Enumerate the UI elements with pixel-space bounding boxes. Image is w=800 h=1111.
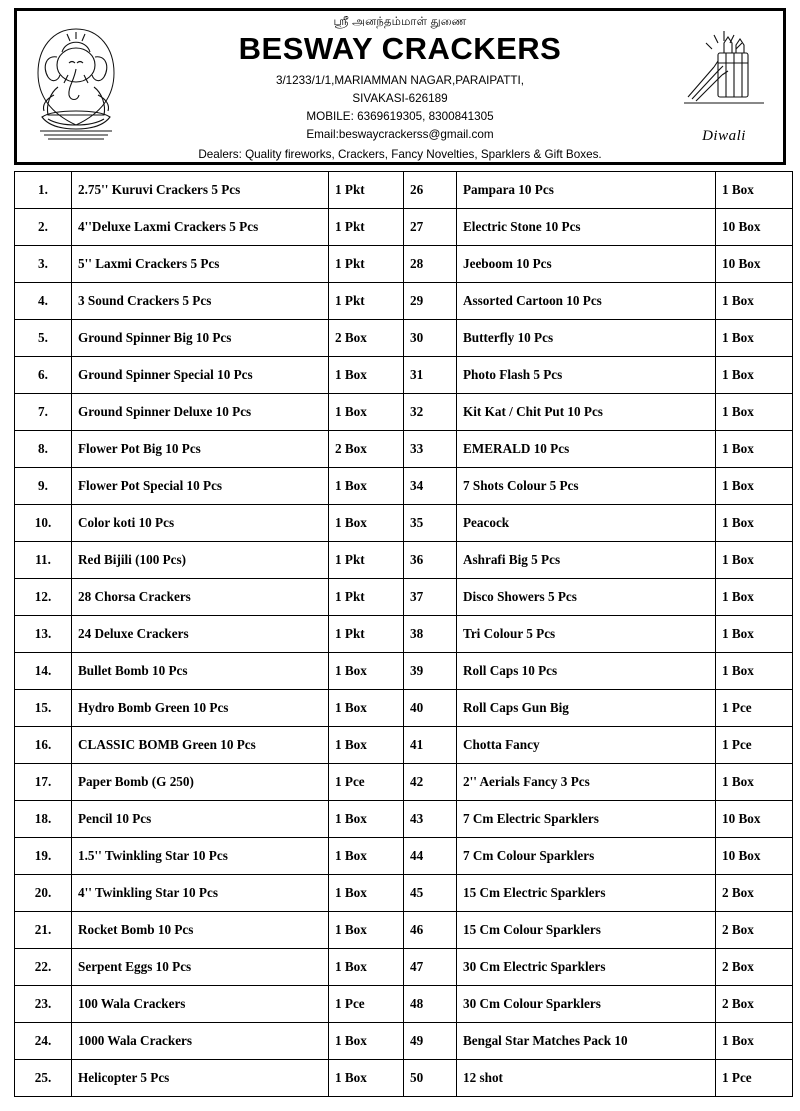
cell-serial-left: 14.: [15, 653, 72, 690]
email-line: Email:beswaycrackerss@gmail.com: [306, 128, 494, 142]
cell-item-left: Color koti 10 Pcs: [72, 505, 329, 542]
cell-qty-right: 1 Box: [716, 616, 793, 653]
cell-serial-left: 2.: [15, 209, 72, 246]
cell-item-right: Photo Flash 5 Pcs: [457, 357, 716, 394]
cell-item-left: 4'' Twinkling Star 10 Pcs: [72, 875, 329, 912]
table-row: [15, 986, 793, 1023]
cell-serial-left: 4.: [15, 283, 72, 320]
table-row: [15, 579, 793, 616]
cell-item-left: Flower Pot Special 10 Pcs: [72, 468, 329, 505]
table-row: [15, 1060, 793, 1097]
cell-item-left: 1000 Wala Crackers: [72, 1023, 329, 1060]
cell-serial-left: 16.: [15, 727, 72, 764]
cell-item-right: Peacock: [457, 505, 716, 542]
cell-item-right: Bengal Star Matches Pack 10: [457, 1023, 716, 1060]
dealers-line: Dealers: Quality fireworks, Crackers, Fancy Novelties, Sparklers & Gift Boxes.: [198, 147, 602, 161]
header-text-block: [131, 14, 669, 161]
cell-serial-left: 5.: [15, 320, 72, 357]
cell-qty-right: 10 Box: [716, 246, 793, 283]
cell-item-right: Ashrafi Big 5 Pcs: [457, 542, 716, 579]
cell-qty-left: 1 Box: [329, 838, 404, 875]
cell-serial-right: 45: [404, 875, 457, 912]
cell-item-right: Pampara 10 Pcs: [457, 172, 716, 209]
cell-item-right: 15 Cm Electric Sparklers: [457, 875, 716, 912]
cell-item-left: Helicopter 5 Pcs: [72, 1060, 329, 1097]
mobile-line: MOBILE: 6369619305, 8300841305: [306, 110, 494, 124]
table-row: [15, 1023, 793, 1060]
cell-qty-left: 1 Box: [329, 653, 404, 690]
cell-item-left: Ground Spinner Special 10 Pcs: [72, 357, 329, 394]
cell-qty-left: 1 Pkt: [329, 209, 404, 246]
table-row: [15, 653, 793, 690]
table-row: [15, 357, 793, 394]
cell-serial-left: 13.: [15, 616, 72, 653]
cell-item-right: 7 Shots Colour 5 Pcs: [457, 468, 716, 505]
cell-item-left: 5'' Laxmi Crackers 5 Pcs: [72, 246, 329, 283]
cell-qty-left: 1 Pkt: [329, 283, 404, 320]
diwali-crackers-logo-icon: [669, 14, 779, 157]
cell-qty-left: 1 Box: [329, 1060, 404, 1097]
cell-item-left: Flower Pot Big 10 Pcs: [72, 431, 329, 468]
cell-qty-right: 1 Box: [716, 505, 793, 542]
table-row: [15, 283, 793, 320]
cell-item-left: Paper Bomb (G 250): [72, 764, 329, 801]
cell-qty-right: 1 Box: [716, 579, 793, 616]
cell-item-left: Pencil 10 Pcs: [72, 801, 329, 838]
cell-item-left: 24 Deluxe Crackers: [72, 616, 329, 653]
cell-item-right: Electric Stone 10 Pcs: [457, 209, 716, 246]
table-row: [15, 727, 793, 764]
cell-item-left: Rocket Bomb 10 Pcs: [72, 912, 329, 949]
cell-qty-left: 1 Box: [329, 357, 404, 394]
table-row: [15, 838, 793, 875]
cell-qty-right: 1 Box: [716, 394, 793, 431]
cell-item-left: 100 Wala Crackers: [72, 986, 329, 1023]
cell-qty-right: 1 Box: [716, 320, 793, 357]
cell-qty-left: 1 Pkt: [329, 246, 404, 283]
letterhead-header: [14, 8, 786, 165]
cell-item-right: 12 shot: [457, 1060, 716, 1097]
cell-item-right: 7 Cm Colour Sparklers: [457, 838, 716, 875]
cell-qty-right: 1 Box: [716, 172, 793, 209]
cell-serial-left: 23.: [15, 986, 72, 1023]
table-row: [15, 616, 793, 653]
cell-qty-left: 1 Pkt: [329, 542, 404, 579]
cell-serial-left: 1.: [15, 172, 72, 209]
cell-qty-right: 1 Pce: [716, 727, 793, 764]
cell-item-right: Tri Colour 5 Pcs: [457, 616, 716, 653]
cell-serial-right: 47: [404, 949, 457, 986]
cell-serial-left: 22.: [15, 949, 72, 986]
cell-serial-right: 37: [404, 579, 457, 616]
cell-item-left: 3 Sound Crackers 5 Pcs: [72, 283, 329, 320]
cell-qty-right: 1 Box: [716, 764, 793, 801]
cell-serial-right: 50: [404, 1060, 457, 1097]
cell-qty-right: 1 Pce: [716, 690, 793, 727]
ganesha-logo-icon: [21, 14, 131, 157]
cell-qty-left: 1 Pkt: [329, 172, 404, 209]
cell-qty-left: 1 Box: [329, 875, 404, 912]
table-row: [15, 912, 793, 949]
cell-serial-right: 30: [404, 320, 457, 357]
cell-qty-right: 1 Box: [716, 1023, 793, 1060]
cell-item-left: 4''Deluxe Laxmi Crackers 5 Pcs: [72, 209, 329, 246]
cell-serial-left: 3.: [15, 246, 72, 283]
table-row: [15, 505, 793, 542]
cell-serial-left: 24.: [15, 1023, 72, 1060]
cell-serial-left: 9.: [15, 468, 72, 505]
cell-serial-right: 35: [404, 505, 457, 542]
cell-serial-left: 12.: [15, 579, 72, 616]
cell-item-right: Roll Caps Gun Big: [457, 690, 716, 727]
cell-serial-right: 28: [404, 246, 457, 283]
cell-serial-right: 29: [404, 283, 457, 320]
cell-qty-left: 1 Box: [329, 727, 404, 764]
cell-item-right: Kit Kat / Chit Put 10 Pcs: [457, 394, 716, 431]
table-row: [15, 172, 793, 209]
cell-qty-right: 2 Box: [716, 986, 793, 1023]
cell-serial-left: 19.: [15, 838, 72, 875]
cell-item-right: Jeeboom 10 Pcs: [457, 246, 716, 283]
cell-qty-right: 1 Box: [716, 357, 793, 394]
cell-serial-right: 40: [404, 690, 457, 727]
cell-item-right: 7 Cm Electric Sparklers: [457, 801, 716, 838]
cell-serial-right: 39: [404, 653, 457, 690]
cell-qty-right: 1 Pce: [716, 1060, 793, 1097]
cell-serial-right: 43: [404, 801, 457, 838]
cell-serial-left: 8.: [15, 431, 72, 468]
cell-serial-right: 42: [404, 764, 457, 801]
table-row: [15, 246, 793, 283]
cell-item-left: CLASSIC BOMB Green 10 Pcs: [72, 727, 329, 764]
cell-item-right: Disco Showers 5 Pcs: [457, 579, 716, 616]
cell-qty-left: 1 Box: [329, 394, 404, 431]
table-row: [15, 431, 793, 468]
cell-qty-left: 2 Box: [329, 431, 404, 468]
cell-qty-left: 1 Pkt: [329, 579, 404, 616]
cell-serial-left: 20.: [15, 875, 72, 912]
table-row: [15, 320, 793, 357]
cell-serial-right: 49: [404, 1023, 457, 1060]
cell-qty-right: 1 Box: [716, 283, 793, 320]
cell-serial-left: 7.: [15, 394, 72, 431]
cell-serial-right: 27: [404, 209, 457, 246]
price-list-table: [14, 171, 793, 1097]
table-row: [15, 394, 793, 431]
diwali-label: Diwali: [702, 127, 746, 144]
cell-qty-left: 1 Box: [329, 912, 404, 949]
cell-item-right: Roll Caps 10 Pcs: [457, 653, 716, 690]
cell-serial-right: 46: [404, 912, 457, 949]
cell-item-right: EMERALD 10 Pcs: [457, 431, 716, 468]
address-line-2: SIVAKASI-626189: [352, 92, 448, 106]
cell-qty-left: 1 Pce: [329, 986, 404, 1023]
cell-serial-right: 38: [404, 616, 457, 653]
cell-serial-left: 11.: [15, 542, 72, 579]
table-row: [15, 209, 793, 246]
table-row: [15, 764, 793, 801]
cell-qty-right: 2 Box: [716, 875, 793, 912]
cell-serial-left: 21.: [15, 912, 72, 949]
table-row: [15, 542, 793, 579]
cell-serial-right: 34: [404, 468, 457, 505]
shop-title: BESWAY CRACKERS: [238, 31, 562, 66]
table-row: [15, 949, 793, 986]
cell-serial-right: 31: [404, 357, 457, 394]
cell-qty-left: 1 Box: [329, 1023, 404, 1060]
cell-item-left: 2.75'' Kuruvi Crackers 5 Pcs: [72, 172, 329, 209]
cell-item-left: 1.5'' Twinkling Star 10 Pcs: [72, 838, 329, 875]
cell-qty-left: 1 Box: [329, 505, 404, 542]
cell-serial-right: 48: [404, 986, 457, 1023]
cell-item-right: 30 Cm Electric Sparklers: [457, 949, 716, 986]
table-row: [15, 875, 793, 912]
cell-item-left: Serpent Eggs 10 Pcs: [72, 949, 329, 986]
cell-item-right: 30 Cm Colour Sparklers: [457, 986, 716, 1023]
table-row: [15, 690, 793, 727]
cell-serial-left: 15.: [15, 690, 72, 727]
cell-qty-left: 1 Pkt: [329, 616, 404, 653]
cell-qty-left: 1 Box: [329, 801, 404, 838]
cell-qty-left: 1 Pce: [329, 764, 404, 801]
cell-serial-left: 10.: [15, 505, 72, 542]
cell-qty-left: 2 Box: [329, 320, 404, 357]
cell-item-left: Bullet Bomb 10 Pcs: [72, 653, 329, 690]
cell-serial-right: 33: [404, 431, 457, 468]
cell-serial-left: 17.: [15, 764, 72, 801]
cell-item-right: 15 Cm Colour Sparklers: [457, 912, 716, 949]
cell-serial-right: 26: [404, 172, 457, 209]
cell-qty-right: 10 Box: [716, 801, 793, 838]
cell-serial-right: 36: [404, 542, 457, 579]
cell-serial-right: 32: [404, 394, 457, 431]
cell-qty-right: 2 Box: [716, 912, 793, 949]
cell-item-left: 28 Chorsa Crackers: [72, 579, 329, 616]
cell-serial-left: 25.: [15, 1060, 72, 1097]
cell-qty-right: 1 Box: [716, 542, 793, 579]
cell-qty-left: 1 Box: [329, 949, 404, 986]
cell-qty-right: 1 Box: [716, 431, 793, 468]
cell-item-left: Ground Spinner Big 10 Pcs: [72, 320, 329, 357]
cell-qty-right: 1 Box: [716, 653, 793, 690]
table-row: [15, 801, 793, 838]
cell-qty-left: 1 Box: [329, 690, 404, 727]
cell-item-left: Hydro Bomb Green 10 Pcs: [72, 690, 329, 727]
cell-qty-right: 1 Box: [716, 468, 793, 505]
cell-serial-right: 41: [404, 727, 457, 764]
cell-item-left: Red Bijili (100 Pcs): [72, 542, 329, 579]
cell-item-right: Butterfly 10 Pcs: [457, 320, 716, 357]
table-row: [15, 468, 793, 505]
cell-item-right: Assorted Cartoon 10 Pcs: [457, 283, 716, 320]
cell-serial-left: 6.: [15, 357, 72, 394]
cell-qty-left: 1 Box: [329, 468, 404, 505]
cell-item-right: 2'' Aerials Fancy 3 Pcs: [457, 764, 716, 801]
cell-serial-right: 44: [404, 838, 457, 875]
cell-qty-right: 2 Box: [716, 949, 793, 986]
tamil-blessing: ஶ்ரீ அனந்தம்மாள் துணை: [333, 16, 467, 28]
address-line-1: 3/1233/1/1,MARIAMMAN NAGAR,PARAIPATTI,: [275, 74, 525, 88]
cell-item-right: Chotta Fancy: [457, 727, 716, 764]
cell-item-left: Ground Spinner Deluxe 10 Pcs: [72, 394, 329, 431]
cell-qty-right: 10 Box: [716, 838, 793, 875]
cell-serial-left: 18.: [15, 801, 72, 838]
cell-qty-right: 10 Box: [716, 209, 793, 246]
